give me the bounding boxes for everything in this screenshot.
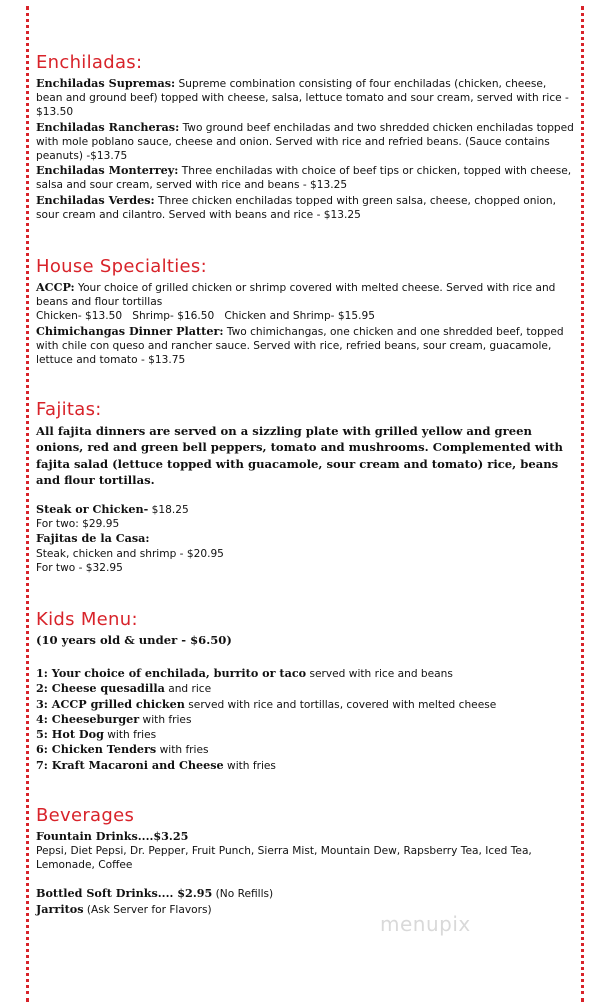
section-house-specialties [36, 256, 574, 367]
item-name: Fajitas de la Casa: [36, 531, 150, 546]
menu-item [36, 120, 574, 164]
item-desc: with fries [156, 744, 209, 757]
item-name: 7: Kraft Macaroni and Cheese [36, 757, 224, 772]
section-title-enchiladas: Enchiladas: [36, 52, 143, 73]
menu-item [36, 76, 574, 120]
item-name: Enchiladas Verdes: [36, 192, 155, 207]
kids-item [36, 681, 574, 696]
item-desc: served with rice and beans [306, 668, 453, 681]
item-name: 6: Chicken Tenders [36, 742, 157, 757]
section-title-fajitas: Fajitas: [36, 399, 102, 421]
beverage-item [36, 829, 574, 844]
section-title-beverages: Beverages [36, 804, 135, 826]
item-name: Chimichangas Dinner Platter: [36, 323, 224, 338]
kids-item [36, 697, 574, 712]
fajitas-intro: All fajita dinners are served on a sizzling plate with grilled yellow and green onions, red and green bell peppers, tomato and mushrooms. Complemented with fajita salad (lettuce topped with guacamole, sour cream and tomato) rice, beans and flour tortillas. [36, 424, 563, 487]
right-dotted-border [581, 6, 584, 1002]
item-name: 5: Hot Dog [36, 727, 104, 742]
kids-item [36, 758, 574, 773]
item-desc: Two ground beef enchiladas and two shredded chicken enchiladas topped with mole poblano sauce, cheese and onion. Served with rice and refried beans. (Sauce contains peanuts) -$13.75 [36, 121, 574, 163]
item-desc: Supreme combination consisting of four enchiladas (chicken, cheese, bean and ground beef) topped with cheese, salsa, lettuce tomato and sour cream, served with rice - $13.50 [36, 78, 569, 119]
item-name: Steak or Chicken- [36, 502, 149, 517]
item-desc: Two chimichangas, one chicken and one shredded beef, topped with chile con queso and rancher sauce. Served with rice, refried beans, sour cream, guacamole, lettuce and tomato - $13.75 [36, 325, 564, 367]
kids-item [36, 666, 574, 681]
item-name: Enchiladas Rancheras: [36, 119, 180, 134]
item-name: Fountain Drinks....$3.25 [36, 828, 189, 843]
item-name: Enchiladas Monterrey: [36, 163, 179, 178]
beverage-item [36, 902, 574, 917]
menu-item [36, 531, 574, 546]
item-name: Jarritos [36, 901, 84, 916]
item-desc: with fries [103, 729, 157, 742]
menu-item [36, 502, 574, 517]
section-title-house: House Specialties: [36, 256, 207, 278]
item-desc: Steak, chicken and shrimp - $20.95 [36, 547, 224, 560]
item-for-two: For two: $29.95 [36, 518, 120, 531]
item-note: (Ask Server for Flavors) [83, 903, 212, 916]
fountain-list: Pepsi, Diet Pepsi, Dr. Pepper, Fruit Punch, Sierra Mist, Mountain Dew, Rapsberry Tea, Iced Tea, Lemonade, Coffee [36, 844, 532, 872]
item-desc: Three chicken enchiladas topped with green salsa, cheese, chopped onion, sour cream and cilantro. Served with beans and rice - $13.25 [36, 194, 556, 221]
item-note: (No Refills) [212, 888, 274, 901]
item-name: Enchiladas Supremas: [36, 76, 176, 90]
menu-item [36, 280, 574, 309]
item-name: 4: Cheeseburger [36, 711, 140, 726]
item-desc: served with rice and tortillas, covered with melted cheese [184, 698, 497, 711]
kids-note: (10 years old & under - $6.50) [36, 633, 232, 648]
item-name: ACCP: [36, 280, 75, 295]
item-desc: with fries [223, 759, 276, 772]
beverage-item [36, 886, 574, 901]
watermark: menupix [380, 912, 471, 936]
menu-item [36, 193, 574, 222]
section-kids-menu [36, 609, 574, 773]
item-for-two: For two - $32.95 [36, 561, 123, 574]
item-desc: with fries [139, 713, 192, 726]
acc-prices: Chicken- $13.50 Shrimp- $16.50 Chicken and Shrimp- $15.95 [36, 310, 375, 323]
menu-item [36, 324, 574, 368]
item-name: 3: ACCP grilled chicken [36, 696, 185, 711]
item-name: 2: Cheese quesadilla [36, 681, 165, 696]
section-fajitas [36, 399, 574, 575]
left-dotted-border [26, 6, 29, 1002]
kids-item [36, 727, 574, 742]
section-title-kids: Kids Menu: [36, 609, 138, 631]
section-enchiladas [36, 52, 574, 222]
item-name: 1: Your choice of enchilada, burrito or taco [36, 666, 307, 681]
item-name: Bottled Soft Drinks.... $2.95 [36, 886, 213, 901]
item-price: $18.25 [148, 504, 189, 517]
item-desc: Three enchiladas with choice of beef tips or chicken, topped with cheese, salsa and sour cream, served with rice and beans - $13.25 [36, 165, 572, 192]
section-beverages [36, 805, 574, 917]
item-desc: Your choice of grilled chicken or shrimp covered with melted cheese. Served with rice and beans and flour tortillas [36, 282, 556, 309]
item-desc: and rice [164, 683, 212, 696]
kids-item [36, 712, 574, 727]
kids-item [36, 742, 574, 757]
menu-content [36, 52, 574, 917]
menu-item [36, 163, 574, 192]
